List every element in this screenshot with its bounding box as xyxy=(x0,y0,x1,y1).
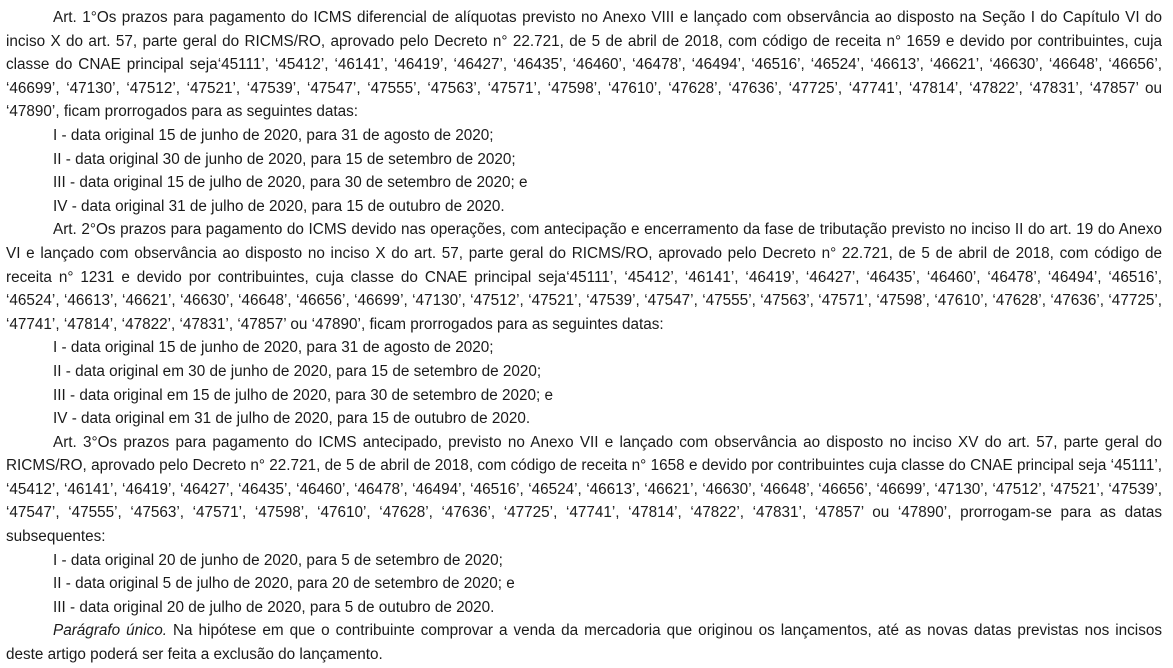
article-1-item-3: III - data original 15 de julho de 2020, para 30 de setembro de 2020; e xyxy=(53,174,528,192)
article-1-item-4: IV - data original 31 de julho de 2020, para 15 de outubro de 2020. xyxy=(53,197,505,215)
paragrafo-unico-label: Parágrafo único. xyxy=(53,622,167,640)
article-3-item-2: II - data original 5 de julho de 2020, para 20 de setembro de 2020; e xyxy=(53,575,515,593)
paragrafo-unico-text: Na hipótese em que o contribuinte comprovar a venda da mercadoria que originou os lançamentos, até as novas datas previstas nos incisos deste artigo poderá ser feita a exclusão do lançamento. xyxy=(6,622,1162,664)
article-2-item-3: III - data original em 15 de julho de 2020, para 30 de setembro de 2020; e xyxy=(53,386,554,404)
article-3-text: Art. 3°Os prazos para pagamento do ICMS antecipado, previsto no Anexo VII e lançado com observância ao disposto no inciso XV do art. 57, parte geral do RICMS/RO, aprovado pelo Decreto n° 22.721, de 5 de abril de 2018, com código de receita n° 1658 e devido por contribuintes cuja classe do CNAE principal seja ‘45111’, ‘45412’, ‘46141’, ‘46419’, ‘46427’, ‘46435’, ‘46460’, ‘46478’, ‘46494’, ‘46516’, ‘46524’, ‘46613’, ‘46621’, ‘46630’, ‘46648’, ‘46656’, ‘46699’, ‘47130’, ‘47512’, ‘47521’, ‘47539’, ‘47547’, ‘47555’, ‘47563’, ‘47571’, ‘47598’, ‘47610’, ‘47628’, ‘47636’, ‘47725’, ‘47741’, ‘47814’, ‘47822’, ‘47831’, ‘47857’ ou ‘47890’, prorrogam-se para as datas subsequentes: xyxy=(6,433,1162,546)
article-2-text: Art. 2°Os prazos para pagamento do ICMS devido nas operações, com antecipação e encerramento da fase de tributação previsto no inciso II do art. 19 do Anexo VI e lançado com observância ao disposto no inciso X do art. 57, parte geral do RICMS/RO, aprovado pelo Decreto n° 22.721, de 5 de abril de 2018, com código de receita n° 1231 e devido por contribuintes, cuja classe do CNAE principal seja‘45111’, ‘45412’, ‘46141’, ‘46419’, ‘46427’, ‘46435’, ‘46460’, ‘46478’, ‘46494’, ‘46516’, ‘46524’, ‘46613’, ‘46621’, ‘46630’, ‘46648’, ‘46656’, ‘46699’, ‘47130’, ‘47512’, ‘47521’, ‘47539’, ‘47547’, ‘47555’, ‘47563’, ‘47571’, ‘47598’, ‘47610’, ‘47628’, ‘47636’, ‘47725’, ‘47741’, ‘47814’, ‘47822’, ‘47831’, ‘47857’ ou ‘47890’, ficam prorrogados para as seguintes datas: xyxy=(6,221,1162,333)
article-2-item-4: IV - data original em 31 de julho de 2020, para 15 de outubro de 2020. xyxy=(53,410,531,428)
paragrafo-unico xyxy=(6,619,1162,666)
article-1-item-1: I - data original 15 de junho de 2020, para 31 de agosto de 2020; xyxy=(53,126,494,144)
article-2-item-1: I - data original 15 de junho de 2020, para 31 de agosto de 2020; xyxy=(53,339,494,357)
article-2-item-2: II - data original em 30 de junho de 2020, para 15 de setembro de 2020; xyxy=(53,362,542,380)
article-1-item-2: II - data original 30 de junho de 2020, para 15 de setembro de 2020; xyxy=(53,150,516,168)
article-1-text: Art. 1°Os prazos para pagamento do ICMS diferencial de alíquotas previsto no Anexo VIII e lançado com observância ao disposto na Seção I do Capítulo VI do inciso X do art. 57, parte geral do RICMS/RO, aprovado pelo Decreto n° 22.721, de 5 de abril de 2018, com código de receita n° 1659 e devido por contribuintes, cuja classe do CNAE principal seja‘45111’, ‘45412’, ‘46141’, ‘46419’, ‘46427’, ‘46435’, ‘46460’, ‘46478’, ‘46494’, ‘46516’, ‘46524’, ‘46613’, ‘46621’, ‘46630’, ‘46648’, ‘46656’, ‘46699’, ‘47130’, ‘47512’, ‘47521’, ‘47539’, ‘47547’, ‘47555’, ‘47563’, ‘47571’, ‘47598’, ‘47610’, ‘47628’, ‘47636’, ‘47725’, ‘47741’, ‘47814’, ‘47822’, ‘47831’, ‘47857’ ou ‘47890’, ficam prorrogados para as seguintes datas: xyxy=(6,9,1162,121)
article-3-item-3: III - data original 20 de julho de 2020, para 5 de outubro de 2020. xyxy=(53,598,495,616)
article-3-item-1: I - data original 20 de junho de 2020, para 5 de setembro de 2020; xyxy=(53,551,503,569)
